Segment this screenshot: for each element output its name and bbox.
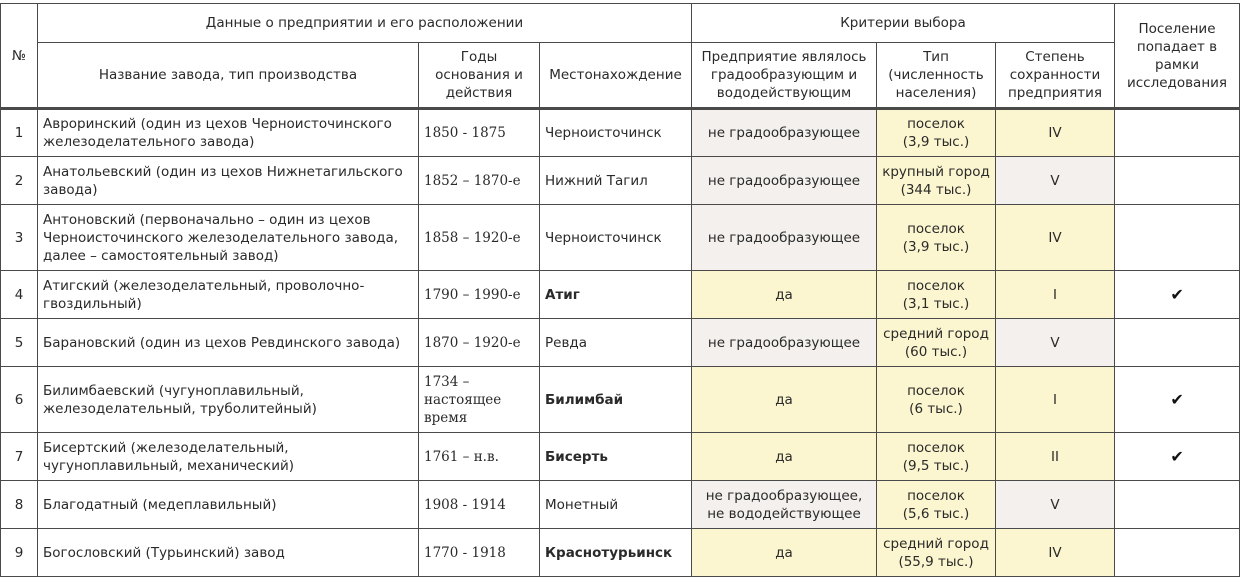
factory-years: 1770 - 1918 [419, 529, 540, 577]
city-forming-cell: не градообразующее [692, 205, 877, 271]
factory-name: Бисертский (железоделательный, чугуноплавильный, механический) [38, 433, 419, 481]
factory-name: Благодатный (медеплавильный) [38, 481, 419, 529]
header-location: Местонахождение [540, 43, 692, 109]
factory-name: Барановский (один из цехов Ревдинского завода) [38, 319, 419, 367]
table-row [1, 205, 1240, 271]
table-row [1, 109, 1240, 157]
factory-years: 1734 – настоящее время [419, 367, 540, 433]
factory-name: Богословский (Турьинский) завод [38, 529, 419, 577]
table-row [1, 433, 1240, 481]
included-check [1115, 157, 1240, 205]
included-check [1115, 205, 1240, 271]
header-preservation: Степень сохранности предприятия [996, 43, 1115, 109]
header-name: Название завода, тип производства [38, 43, 419, 109]
table-row [1, 529, 1240, 577]
preservation-cell: V [996, 319, 1115, 367]
table-wrapper [0, 3, 1240, 577]
settlement-type-cell: поселок (3,9 тыс.) [877, 109, 996, 157]
header-years: Годы основания и действия [419, 43, 540, 109]
table-row [1, 481, 1240, 529]
factory-name: Авроринский (один из цехов Черноисточинского железоделательного завода) [38, 109, 419, 157]
factory-years: 1761 – н.в. [419, 433, 540, 481]
row-number: 9 [1, 529, 38, 577]
header-group-criteria: Критерии выбора [692, 4, 1115, 43]
preservation-cell: V [996, 481, 1115, 529]
settlement-type-cell: поселок (6 тыс.) [877, 367, 996, 433]
header-number: № [1, 4, 38, 109]
factory-location: Монетный [540, 481, 692, 529]
table-body [1, 109, 1240, 577]
factory-years: 1908 - 1914 [419, 481, 540, 529]
settlement-type-cell: крупный город (344 тыс.) [877, 157, 996, 205]
table-row [1, 271, 1240, 319]
city-forming-cell: не градообразующее [692, 157, 877, 205]
factory-location: Черноисточинск [540, 109, 692, 157]
settlement-type-cell: средний город (55,9 тыс.) [877, 529, 996, 577]
included-check: ✔ [1115, 433, 1240, 481]
factory-location: Черноисточинск [540, 205, 692, 271]
header-included: Поселение попадает в рамки исследования [1115, 4, 1240, 109]
included-check [1115, 319, 1240, 367]
header-group-enterprise: Данные о предприятии и его расположении [38, 4, 692, 43]
row-number: 7 [1, 433, 38, 481]
table-row [1, 319, 1240, 367]
row-number: 6 [1, 367, 38, 433]
factory-location: Ревда [540, 319, 692, 367]
factory-years: 1870 – 1920-е [419, 319, 540, 367]
row-number: 3 [1, 205, 38, 271]
row-number: 8 [1, 481, 38, 529]
city-forming-cell: да [692, 529, 877, 577]
header-city-forming: Предприятие являлось градообразующим и вододействующим [692, 43, 877, 109]
city-forming-cell: да [692, 367, 877, 433]
factory-name: Атигский (железоделательный, проволочно-гвоздильный) [38, 271, 419, 319]
row-number: 4 [1, 271, 38, 319]
header-type: Тип (численность населения) [877, 43, 996, 109]
factory-location: Краснотурьинск [540, 529, 692, 577]
city-forming-cell: да [692, 433, 877, 481]
factory-location: Бисерть [540, 433, 692, 481]
included-check: ✔ [1115, 271, 1240, 319]
factory-years: 1790 – 1990-е [419, 271, 540, 319]
settlement-type-cell: средний город (60 тыс.) [877, 319, 996, 367]
preservation-cell: V [996, 157, 1115, 205]
city-forming-cell: да [692, 271, 877, 319]
row-number: 1 [1, 109, 38, 157]
settlement-type-cell: поселок (3,1 тыс.) [877, 271, 996, 319]
factory-years: 1850 - 1875 [419, 109, 540, 157]
factory-location: Атиг [540, 271, 692, 319]
factories-table [0, 3, 1240, 577]
included-check [1115, 481, 1240, 529]
factory-name: Билимбаевский (чугуноплавильный, железоделательный, труболитейный) [38, 367, 419, 433]
table-row [1, 157, 1240, 205]
factory-years: 1858 – 1920-е [419, 205, 540, 271]
factory-name: Антоновский (первоначально – один из цехов Черноисточинского железоделательного завода, далее – самостоятельный завод) [38, 205, 419, 271]
factory-location: Нижний Тагил [540, 157, 692, 205]
city-forming-cell: не градообразующее [692, 319, 877, 367]
included-check: ✔ [1115, 367, 1240, 433]
factory-name: Анатольевский (один из цехов Нижнетагильского завода) [38, 157, 419, 205]
preservation-cell: IV [996, 205, 1115, 271]
row-number: 2 [1, 157, 38, 205]
factory-years: 1852 – 1870-е [419, 157, 540, 205]
settlement-type-cell: поселок (5,6 тыс.) [877, 481, 996, 529]
preservation-cell: I [996, 271, 1115, 319]
row-number: 5 [1, 319, 38, 367]
table-row [1, 367, 1240, 433]
included-check [1115, 109, 1240, 157]
city-forming-cell: не градообразующее, не вододействующее [692, 481, 877, 529]
settlement-type-cell: поселок (9,5 тыс.) [877, 433, 996, 481]
city-forming-cell: не градообразующее [692, 109, 877, 157]
preservation-cell: IV [996, 529, 1115, 577]
factory-location: Билимбай [540, 367, 692, 433]
preservation-cell: II [996, 433, 1115, 481]
settlement-type-cell: поселок (3,9 тыс.) [877, 205, 996, 271]
preservation-cell: I [996, 367, 1115, 433]
table-header [1, 4, 1240, 109]
preservation-cell: IV [996, 109, 1115, 157]
included-check [1115, 529, 1240, 577]
